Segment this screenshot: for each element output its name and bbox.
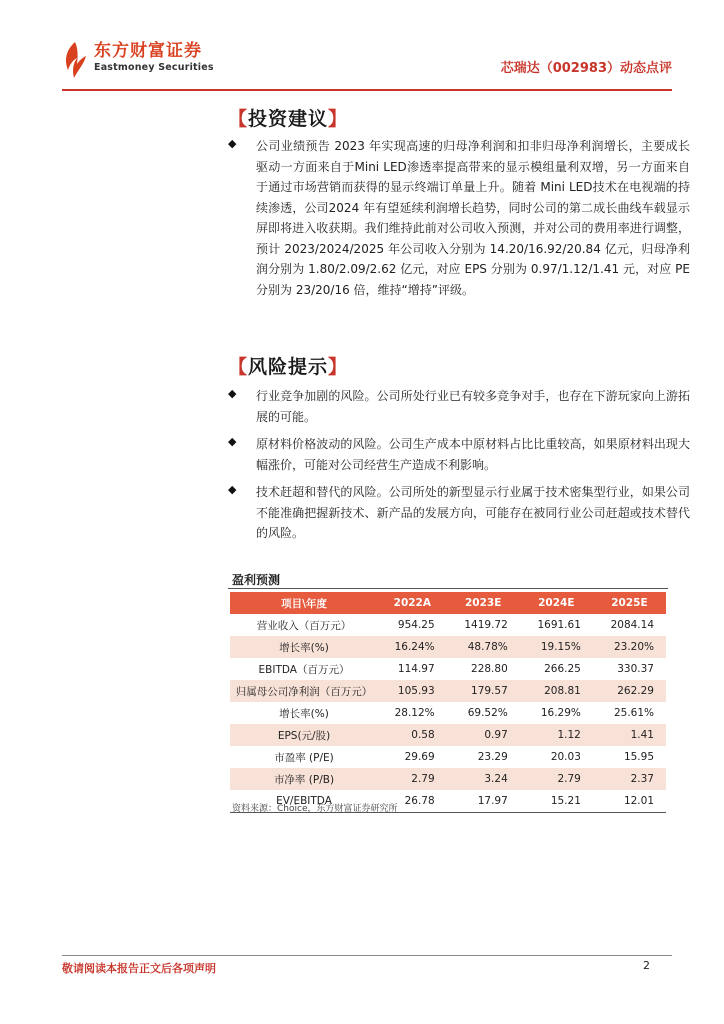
table-cell: 266.25 [544, 663, 581, 675]
table-cell: 26.78 [378, 790, 447, 812]
title-bracket-close: 】 [328, 108, 349, 130]
risk-text: 技术赶超和替代的风险。公司所处的新型显示行业属于技术密集型行业，如果公司不能准确把握新技术、新产品的发展方向，可能存在被同行业公司赶超或技术替代的风险。 [256, 485, 690, 540]
title-bracket-open: 【 [228, 108, 249, 130]
table-row [230, 636, 666, 658]
row-label: 增长率(%) [230, 636, 378, 658]
table-cell: 208.81 [520, 680, 593, 702]
table-source-note: 资料来源：Choice，东方财富证券研究所 [232, 804, 398, 814]
table-cell: 23.20% [593, 636, 666, 658]
table-cell: 16.24% [378, 636, 447, 658]
table-header-row [230, 592, 666, 614]
table-cell: 3.24 [447, 768, 520, 790]
table-cell: 1.12 [520, 724, 593, 746]
header-cell: 2024E [520, 592, 593, 614]
title-text: 投资建议 [248, 108, 329, 130]
table-cell: 2.79 [520, 768, 593, 790]
forecast-table-title: 盈利预测 [232, 573, 281, 587]
table-cell: 262.29 [593, 680, 666, 702]
table-cell: 114.97 [397, 663, 435, 675]
footer-divider [62, 955, 672, 956]
header-cell: 2022A [378, 592, 447, 614]
table-cell: 23.29 [477, 751, 508, 763]
forecast-table [230, 592, 666, 813]
header-cell: 项目\年度 [230, 592, 378, 614]
table-cell: 179.57 [447, 680, 520, 702]
row-label: 归属母公司净利润（百万元） [230, 680, 378, 702]
table-cell: 228.80 [471, 663, 508, 675]
table-cell: 1419.72 [464, 619, 508, 631]
page-number: 2 [643, 959, 650, 972]
table-cell: 0.58 [378, 724, 447, 746]
table-cell: 15.95 [623, 751, 654, 763]
diamond-bullet-icon: ◆ [228, 435, 237, 448]
table-cell: 69.52% [467, 707, 508, 719]
diamond-bullet-icon: ◆ [228, 137, 237, 150]
table-cell: 105.93 [378, 680, 447, 702]
table-row [230, 614, 666, 636]
diamond-bullet-icon: ◆ [228, 483, 237, 496]
title-bracket-close: 】 [328, 356, 349, 378]
risk-item [228, 434, 690, 475]
table-cell: 17.97 [447, 790, 520, 812]
row-label: 市净率 (P/B) [230, 768, 378, 790]
risk-section-title [228, 352, 348, 379]
title-bracket-open: 【 [228, 356, 249, 378]
row-label: 营业收入（百万元） [256, 619, 352, 632]
table-cell: 48.78% [447, 636, 520, 658]
row-label: EPS(元/股) [230, 724, 378, 746]
header-divider [62, 89, 672, 91]
table-cell: 20.03 [550, 751, 581, 763]
header-cell: 2025E [593, 592, 666, 614]
table-cell: 12.01 [593, 790, 666, 812]
header-cell: 2023E [447, 592, 520, 614]
table-cell: 29.69 [404, 751, 435, 763]
table-cell: 28.12% [394, 707, 435, 719]
risk-item [228, 482, 690, 544]
table-cell: 954.25 [397, 619, 435, 631]
row-label: EV/EBITDA [230, 790, 378, 812]
table-cell: 25.61% [613, 707, 654, 719]
report-title: 芯瑞达（002983）动态点评 [500, 61, 672, 76]
row-label: 市盈率 (P/E) [274, 751, 334, 764]
logo-english-name: Eastmoney Securities [94, 62, 214, 73]
table-row [230, 680, 666, 702]
eastmoney-logo-icon [62, 40, 88, 80]
company-logo [62, 40, 214, 80]
table-title-divider [228, 588, 668, 589]
table-cell: 330.37 [617, 663, 654, 675]
risk-item [228, 386, 690, 427]
table-row [230, 658, 666, 680]
investment-paragraph [228, 136, 690, 300]
title-text: 风险提示 [248, 356, 329, 378]
table-cell: 1691.61 [537, 619, 581, 631]
risk-text: 行业竞争加剧的风险。公司所处行业已有较多竞争对手，也存在下游玩家向上游拓展的可能。 [256, 389, 690, 424]
row-label: EBITDA（百万元） [258, 663, 350, 676]
table-cell: 0.97 [447, 724, 520, 746]
table-cell: 2084.14 [610, 619, 654, 631]
footer-disclaimer: 敬请阅读本报告正文后各项声明 [62, 962, 216, 975]
table-cell: 2.79 [378, 768, 447, 790]
investment-text: 公司业绩预告 2023 年实现高速的归母净利润和扣非归母净利润增长，主要成长驱动一方面来自于Mini LED渗透率提高带来的显示模组量利双增，另一方面来自于通过市场营销而获得的显示终端订单量上升。随着 Mini LED技术在电视端的持续渗透，公司2024 年有望延续利润增长趋势，同时公司的第二成长曲线车载显示屏即将进入收获期。我们维持此前对公司收入预测，并对公司的费用率进行调整，预计 2023/2024/2025 年公司收入分别为 14.20/16.92/20.84 亿元，归母净利润分别为 1.80/2.09/2.62 亿元，对应 EPS 分别为 0.97/1.12/1.41 元，对应 PE 分别为 23/20/16 倍，维持“增持”评级。 [256, 139, 690, 297]
page-header [62, 40, 672, 90]
risk-text: 原材料价格波动的风险。公司生产成本中原材料占比比重较高，如果原材料出现大幅涨价，可能对公司经营生产造成不利影响。 [256, 437, 690, 472]
table-cell: 19.15% [520, 636, 593, 658]
table-row [230, 702, 666, 724]
table-cell: 1.41 [593, 724, 666, 746]
row-label: 增长率(%) [279, 707, 329, 720]
table-row [230, 746, 666, 768]
logo-chinese-name: 东方财富证券 [94, 41, 202, 61]
table-cell: 16.29% [540, 707, 581, 719]
table-cell: 2.37 [593, 768, 666, 790]
table-row [230, 724, 666, 746]
table-row [230, 768, 666, 790]
diamond-bullet-icon: ◆ [228, 387, 237, 400]
investment-section-title [228, 104, 348, 131]
table-cell: 15.21 [520, 790, 593, 812]
